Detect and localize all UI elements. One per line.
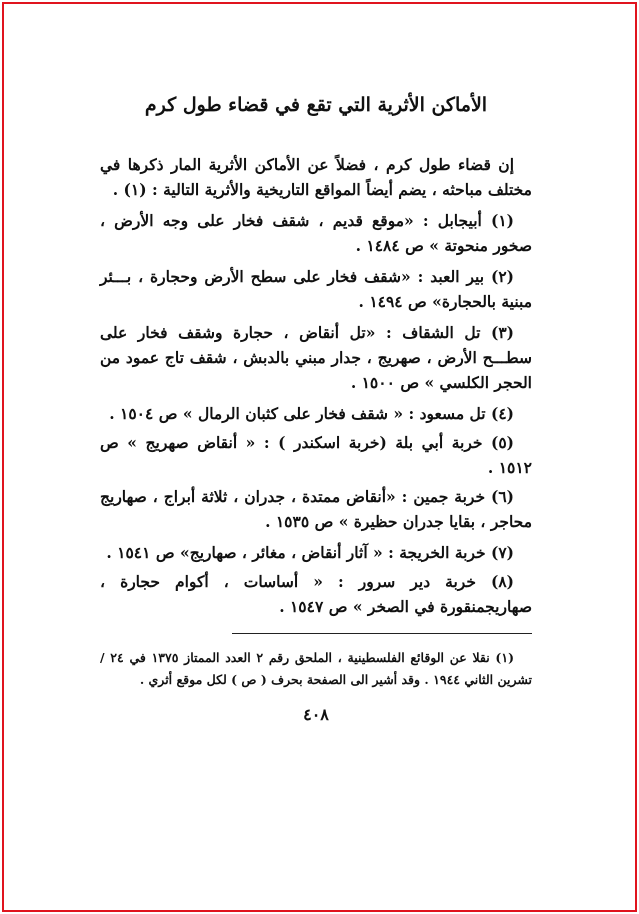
footnote-divider: [232, 633, 532, 634]
list-item: (١) أبيجابل : «موقع قديم ، شقف فخار على وجه الأرض ، صخور منحوتة » ص ١٤٨٤ .: [100, 211, 532, 255]
page-number: ٤٠٨: [303, 704, 329, 724]
list-item: (٤) تل مسعود : « شقف فخار على كثبان الرمال » ص ١٥٠٤ .: [109, 404, 514, 423]
footnote: (١) نقلا عن الوقائع الفلسطينية ، الملحق رقم ٢ العدد الممتاز ١٣٧٥ في ٢٤ / تشرين الثاني ١٩٤٤ . وقد أشير الى الصفحة بحرف ( ص ) لكل موقع أثري .: [100, 649, 532, 687]
intro-paragraph: إن قضاء طول كرم ، فضلاً عن الأماكن الأثرية المار ذكرها في مختلف مباحثه ، يضم أيضاً المواقع التاريخية والأثرية التالية : (١) .: [100, 155, 532, 199]
page-title: الأماكن الأثرية التي تقع في قضاء طول كرم: [144, 94, 488, 116]
list-item: (٣) تل الشقاف : «تل أنقاض ، حجارة وشقف فخار على سطـــح الأرض ، صهريج ، جدار مبني بالدبش ، شقف تاج عمود من الحجر الكلسي » ص ١٥٠٠ .: [100, 323, 532, 392]
list-item: (٥) خربة أبي بلة (خربة اسكندر ) : « أنقاض صهريج » ص ١٥١٢ .: [100, 433, 532, 477]
document-page: [100, 92, 532, 724]
list-item: (٦) خربة جمين : «أنقاض ممتدة ، جدران ، ثلاثة أبراج ، صهاريج محاجر ، بقايا جدران حظيرة » ص ١٥٣٥ .: [100, 487, 532, 531]
page-frame: [2, 2, 637, 912]
list-item: (٧) خربة الخريجة : « آثار أنقاض ، مغائر ، صهاريج» ص ١٥٤١ .: [106, 543, 514, 562]
list-item: (٨) خربة دير سرور : « أساسات ، أكوام حجارة ، صهاريجمنقورة في الصخر » ص ١٥٤٧ .: [100, 572, 532, 616]
list-item: (٢) بير العبد : «شقف فخار على سطح الأرض وحجارة ، بـــئر مبنية بالحجارة» ص ١٤٩٤ .: [100, 267, 532, 311]
